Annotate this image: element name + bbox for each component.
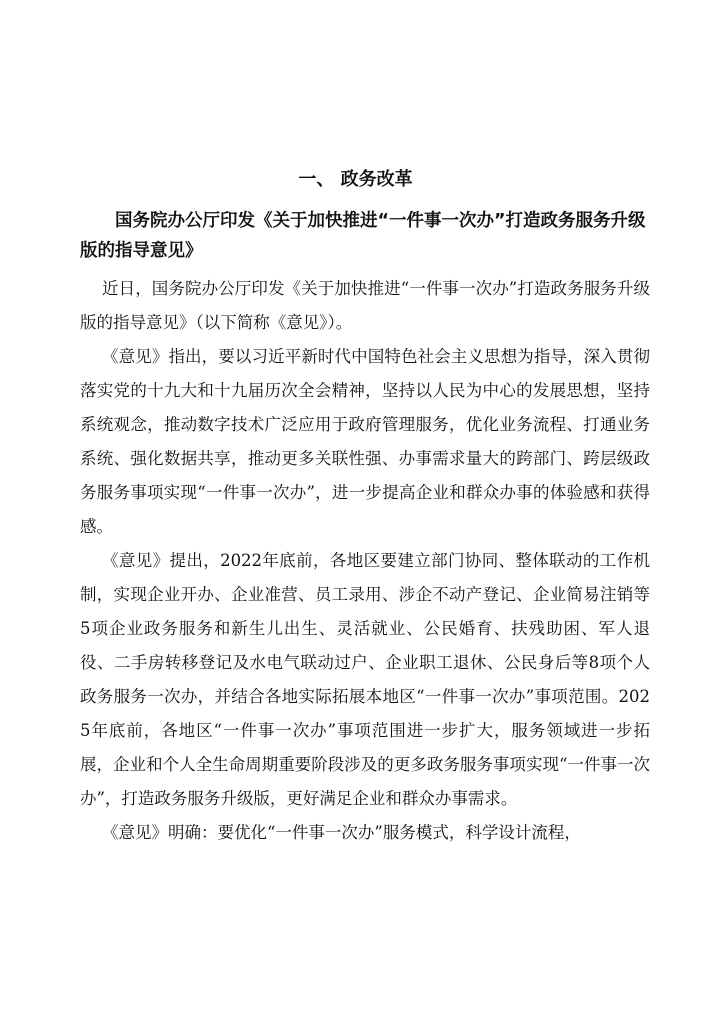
section-heading: 一、 政务改革 xyxy=(298,169,413,190)
paragraph-targets: 《意见》提出，2022年底前，各地区要建立部门协同、整体联动的工作机制，实现企业开办、企业准营、员工录用、涉企不动产登记、企业简易注销等5项企业政务服务和新生儿出生、灵活就业、公民婚育、扶残助困、军人退役、二手房转移登记及水电气联动过户、企业职工退休、公民身后等8项个人政务服务一次办，并结合各地实际拓展本地区“一件事一次办”事项范围。2025年底前，各地区“一件事一次办”事项范围进一步扩大，服务领域进一步拓展，企业和个人全生命周期重要阶段涉及的更多政务服务事项实现“一件事一次办”，打造政务服务升级版，更好满足企业和群众办事需求。 xyxy=(80,551,650,808)
article-body xyxy=(80,272,650,850)
paragraph-intro: 近日，国务院办公厅印发《关于加快推进“一件事一次办”打造政务服务升级版的指导意见》（以下简称《意见》）。 xyxy=(80,279,650,332)
article-title: 国务院办公厅印发《关于加快推进“一件事一次办”打造政务服务升级版的指导意见》 xyxy=(80,211,646,261)
paragraph-service-mode: 《意见》明确：要优化“一件事一次办”服务模式，科学设计流程， xyxy=(102,823,581,842)
paragraph-guidance: 《意见》指出，要以习近平新时代中国特色社会主义思想为指导，深入贯彻落实党的十九大和十九届历次全会精神，坚持以人民为中心的发展思想，坚持系统观念，推动数字技术广泛应用于政府管理服务，优化业务流程、打通业务系统、强化数据共享，推动更多关联性强、办事需求量大的跨部门、跨层级政务服务事项实现“一件事一次办”，进一步提高企业和群众办事的体验感和获得感。 xyxy=(80,347,650,536)
